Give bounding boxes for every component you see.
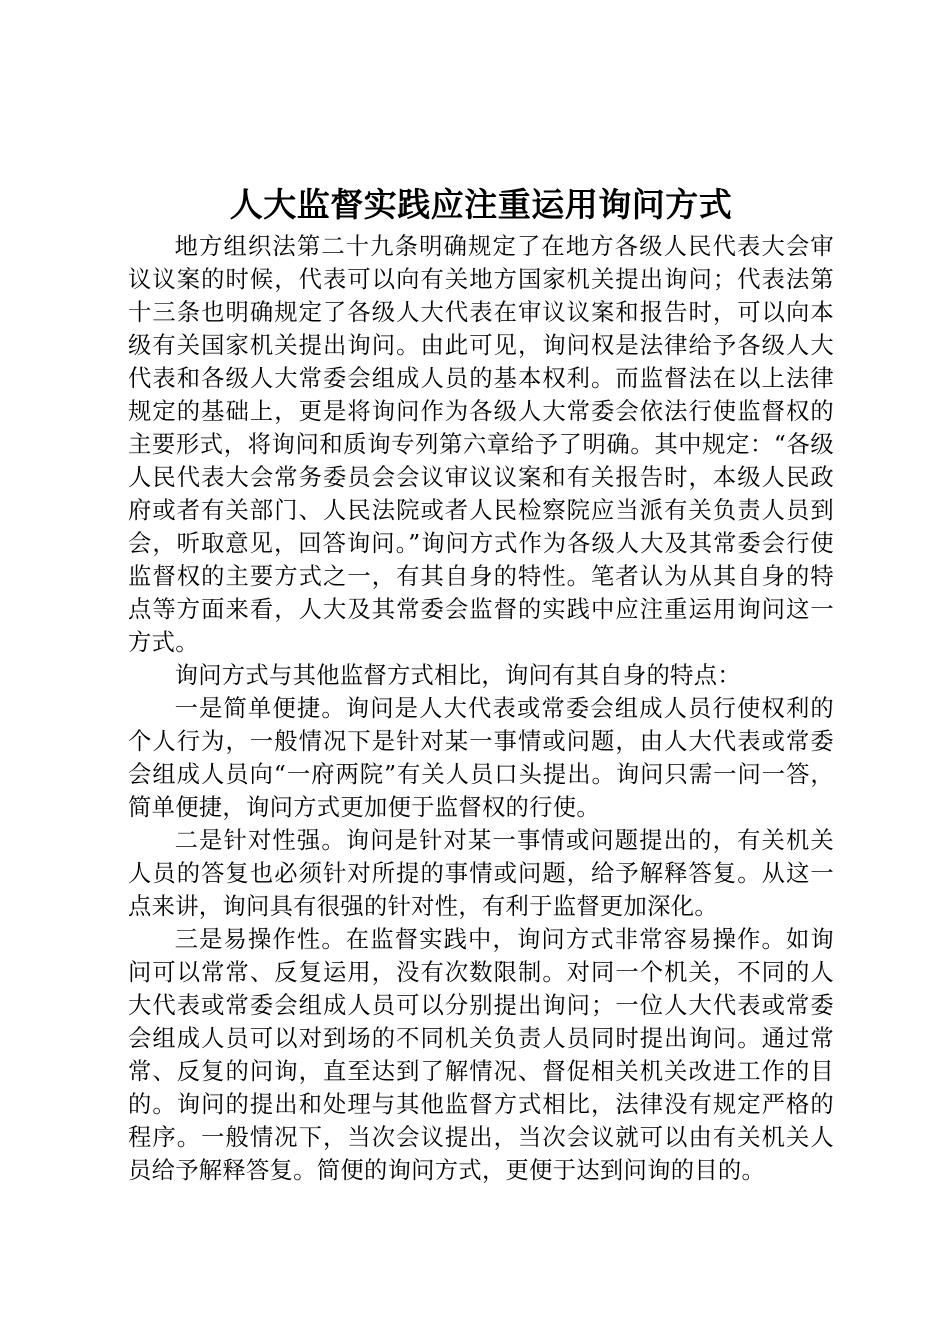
paragraph-point-two: 二是针对性强。询问是针对某一事情或问题提出的，有关机关人员的答复也必须针对所提的事情或问题，给予解释答复。从这一点来讲，询问具有很强的针对性，有利于监督更加深化。 xyxy=(128,827,834,920)
paragraph-intro: 地方组织法第二十九条明确规定了在地方各级人民代表大会审议议案的时候，代表可以向有关地方国家机关提出询问；代表法第十三条也明确规定了各级人大代表在审议议案和报告时，可以向本级有关国家机关提出询问。由此可见，询问权是法律给予各级人大代表和各级人大常委会组成人员的基本权利。而监督法在以上法律规定的基础上，更是将询问作为各级人大常委会依法行使监督权的主要形式，将询问和质询专列第六章给予了明确。其中规定：“各级人民代表大会常务委员会会议审议议案和有关报告时，本级人民政府或者有关部门、人民法院或者人民检察院应当派有关负责人员到会，听取意见，回答询问。”询问方式作为各级人大及其常委会行使监督权的主要方式之一，有其自身的特性。笔者认为从其自身的特点等方面来看，人大及其常委会监督的实践中应注重运用询问这一方式。 xyxy=(128,233,834,656)
document-title: 人大监督实践应注重运用询问方式 xyxy=(229,185,733,224)
paragraph-features-lead: 询问方式与其他监督方式相比，询问有其自身的特点： xyxy=(174,662,741,689)
paragraph-point-three: 三是易操作性。在监督实践中，询问方式非常容易操作。如询问可以常常、反复运用，没有次数限制。对同一个机关，不同的人大代表或常委会组成人员可以分别提出询问；一位人大代表或常委会组成人员可以对到场的不同机关负责人员同时提出询问。通过常常、反复的问询，直至达到了解情况、督促相关机关改进工作的目的。询问的提出和处理与其他监督方式相比，法律没有规定严格的程序。一般情况下，当次会议提出，当次会议就可以由有关机关人员给予解释答复。简便的询问方式，更便于达到问询的目的。 xyxy=(128,926,834,1184)
document-page xyxy=(128,180,834,1187)
paragraph-point-one: 一是简单便捷。询问是人大代表或常委会组成人员行使权利的个人行为，一般情况下是针对某一事情或问题，由人大代表或常委会组成人员向“一府两院”有关人员口头提出。询问只需一问一答，简单便捷，询问方式更加便于监督权的行使。 xyxy=(128,695,834,821)
